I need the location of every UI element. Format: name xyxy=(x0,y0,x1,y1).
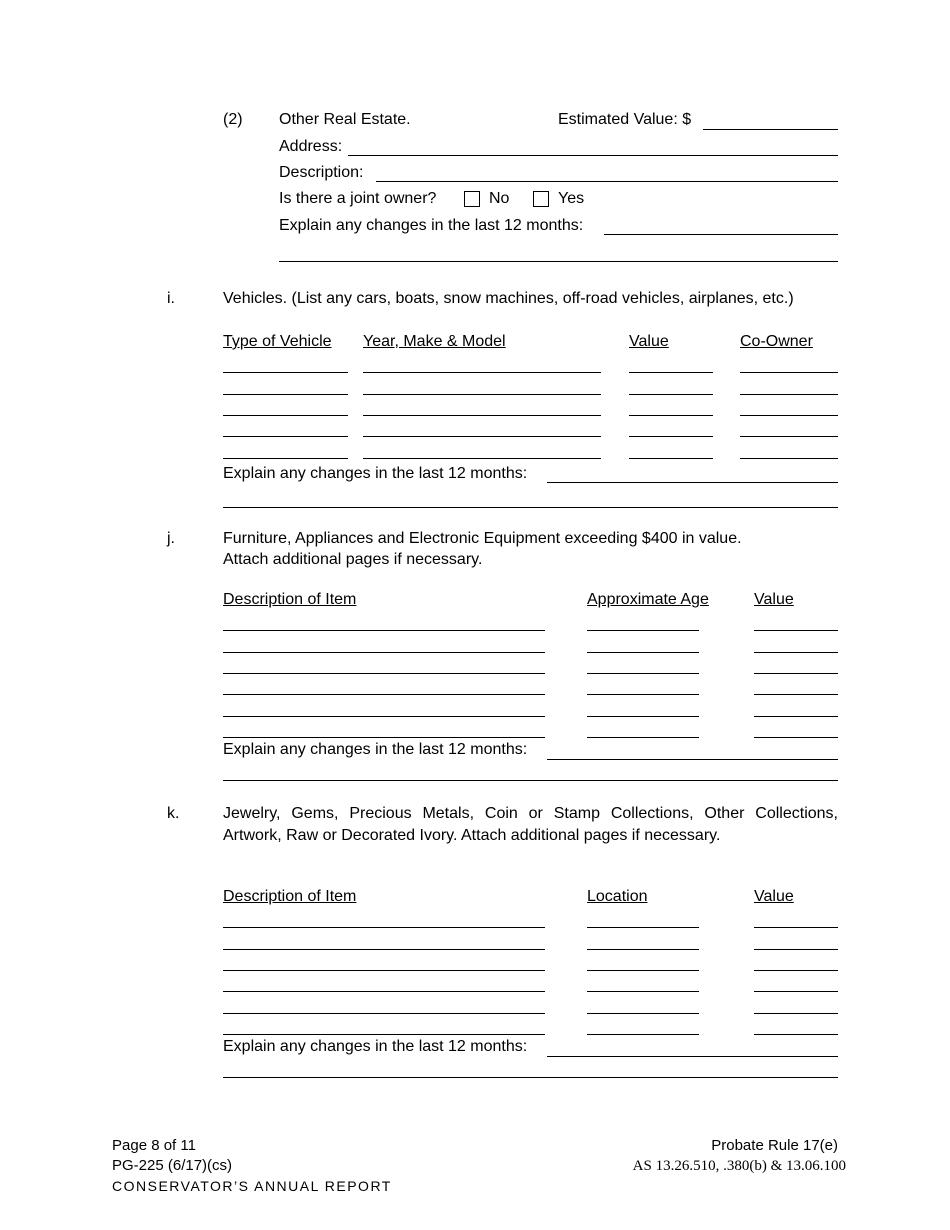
description-field[interactable] xyxy=(223,949,545,950)
explain-field[interactable] xyxy=(547,1056,838,1057)
description-field[interactable] xyxy=(223,652,545,653)
value-field[interactable] xyxy=(754,970,838,971)
value-field[interactable] xyxy=(754,949,838,950)
column-header-value: Value xyxy=(754,888,794,905)
column-header-location: Location xyxy=(587,888,648,905)
column-header-description: Description of Item xyxy=(223,591,357,608)
location-field[interactable] xyxy=(587,927,699,928)
value-field[interactable] xyxy=(754,630,838,631)
approximate-age-field[interactable] xyxy=(587,630,699,631)
value-field[interactable] xyxy=(754,927,838,928)
description-field[interactable] xyxy=(223,991,545,992)
yes-label: Yes xyxy=(558,190,585,207)
explain-label: Explain any changes in the last 12 months: xyxy=(223,741,528,758)
approximate-age-field[interactable] xyxy=(587,694,699,695)
section-subtitle: Attach additional pages if necessary. xyxy=(223,551,483,568)
description-label: Description: xyxy=(279,164,364,181)
explain-field[interactable] xyxy=(604,234,838,235)
description-field[interactable] xyxy=(223,694,545,695)
location-field[interactable] xyxy=(587,949,699,950)
type-of-vehicle-field[interactable] xyxy=(223,372,348,373)
description-field[interactable] xyxy=(223,927,545,928)
value-field[interactable] xyxy=(629,372,713,373)
co-owner-field[interactable] xyxy=(740,372,838,373)
type-of-vehicle-field[interactable] xyxy=(223,436,348,437)
section-title: Furniture, Appliances and Electronic Equipment exceeding $400 in value. xyxy=(223,530,742,547)
description-field[interactable] xyxy=(223,970,545,971)
location-field[interactable] xyxy=(587,991,699,992)
explain-field-line-2[interactable] xyxy=(223,780,838,781)
explain-field[interactable] xyxy=(547,759,838,760)
type-of-vehicle-field[interactable] xyxy=(223,415,348,416)
column-header-value: Value xyxy=(754,591,794,608)
description-field[interactable] xyxy=(223,716,545,717)
value-field[interactable] xyxy=(754,1013,838,1014)
form-title: CONSERVATOR’S ANNUAL REPORT xyxy=(112,1178,392,1194)
section-letter: i. xyxy=(167,290,175,307)
column-header-year-make-model: Year, Make & Model xyxy=(363,333,506,350)
co-owner-field[interactable] xyxy=(740,415,838,416)
description-field[interactable] xyxy=(223,1013,545,1014)
no-label: No xyxy=(489,190,510,207)
column-header-description: Description of Item xyxy=(223,888,357,905)
column-header-approximate-age: Approximate Age xyxy=(587,591,709,608)
type-of-vehicle-field[interactable] xyxy=(223,458,348,459)
year-make-model-field[interactable] xyxy=(363,394,601,395)
description-field[interactable] xyxy=(376,181,838,182)
description-field[interactable] xyxy=(223,673,545,674)
value-field[interactable] xyxy=(754,652,838,653)
description-field[interactable] xyxy=(223,737,545,738)
value-field[interactable] xyxy=(754,737,838,738)
statute-reference: AS 13.26.510, .380(b) & 13.06.100 xyxy=(632,1158,846,1174)
location-field[interactable] xyxy=(587,1013,699,1014)
joint-owner-yes-checkbox[interactable] xyxy=(533,191,549,207)
section-title: Other Real Estate. xyxy=(279,111,411,128)
year-make-model-field[interactable] xyxy=(363,415,601,416)
year-make-model-field[interactable] xyxy=(363,436,601,437)
explain-field-line-2[interactable] xyxy=(223,507,838,508)
section-letter: j. xyxy=(167,530,175,547)
section-title: Vehicles. (List any cars, boats, snow machines, off-road vehicles, airplanes, etc.) xyxy=(223,290,794,307)
section-title: Jewelry, Gems, Precious Metals, Coin or Stamp Collections, Other Collections, Artwork, Raw or Decorated Ivory. Attach additional pages if necessary. xyxy=(223,805,838,844)
explain-field-line-2[interactable] xyxy=(223,1077,838,1078)
address-label: Address: xyxy=(279,138,343,155)
value-field[interactable] xyxy=(754,1034,838,1035)
approximate-age-field[interactable] xyxy=(587,737,699,738)
location-field[interactable] xyxy=(587,1034,699,1035)
explain-label: Explain any changes in the last 12 months: xyxy=(223,465,528,482)
explain-field[interactable] xyxy=(547,482,838,483)
page-number: Page 8 of 11 xyxy=(112,1137,196,1154)
value-field[interactable] xyxy=(629,394,713,395)
column-header-type-of-vehicle: Type of Vehicle xyxy=(223,333,332,350)
approximate-age-field[interactable] xyxy=(587,652,699,653)
approximate-age-field[interactable] xyxy=(587,673,699,674)
value-field[interactable] xyxy=(754,673,838,674)
value-field[interactable] xyxy=(629,415,713,416)
column-header-value: Value xyxy=(629,333,669,350)
approximate-age-field[interactable] xyxy=(587,716,699,717)
description-field[interactable] xyxy=(223,630,545,631)
estimated-value-label: Estimated Value: $ xyxy=(558,111,692,128)
co-owner-field[interactable] xyxy=(740,458,838,459)
value-field[interactable] xyxy=(629,436,713,437)
value-field[interactable] xyxy=(754,716,838,717)
estimated-value-field[interactable] xyxy=(703,129,838,130)
explain-field-line-2[interactable] xyxy=(279,261,838,262)
value-field[interactable] xyxy=(754,694,838,695)
year-make-model-field[interactable] xyxy=(363,458,601,459)
joint-owner-no-checkbox[interactable] xyxy=(464,191,480,207)
year-make-model-field[interactable] xyxy=(363,372,601,373)
explain-label: Explain any changes in the last 12 months: xyxy=(223,1038,528,1055)
form-id: PG-225 (6/17)(cs) xyxy=(112,1157,233,1174)
location-field[interactable] xyxy=(587,970,699,971)
type-of-vehicle-field[interactable] xyxy=(223,394,348,395)
column-header-co-owner: Co-Owner xyxy=(740,333,813,350)
value-field[interactable] xyxy=(629,458,713,459)
item-number: (2) xyxy=(223,111,243,128)
description-field[interactable] xyxy=(223,1034,545,1035)
section-letter: k. xyxy=(167,805,180,822)
value-field[interactable] xyxy=(754,991,838,992)
probate-rule: Probate Rule 17(e) xyxy=(711,1137,838,1154)
co-owner-field[interactable] xyxy=(740,394,838,395)
co-owner-field[interactable] xyxy=(740,436,838,437)
address-field[interactable] xyxy=(348,155,838,156)
explain-label: Explain any changes in the last 12 months: xyxy=(279,217,584,234)
joint-owner-label: Is there a joint owner? xyxy=(279,190,437,207)
